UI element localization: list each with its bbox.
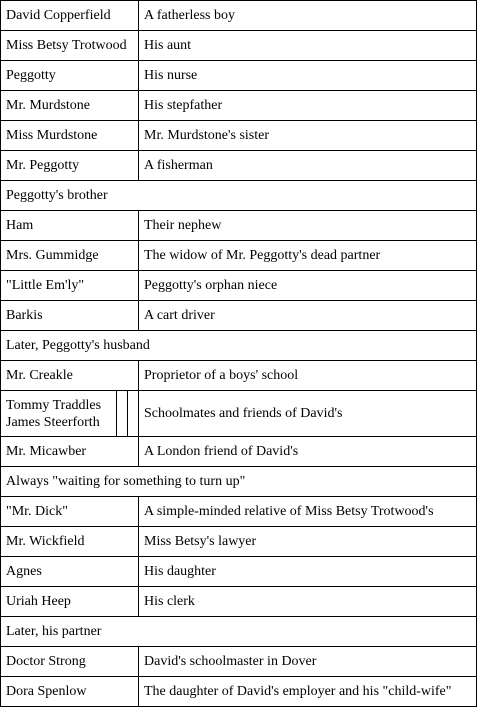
table-row <box>1 497 477 527</box>
table-row <box>1 31 477 61</box>
character-description: Peggotty's orphan niece <box>139 271 477 301</box>
character-name: "Little Em'ly" <box>1 271 139 301</box>
character-description: A fatherless boy <box>139 1 477 31</box>
table-row <box>1 437 477 467</box>
table-row-note <box>1 467 477 497</box>
table-row <box>1 527 477 557</box>
bracket-divider <box>116 391 127 436</box>
table-row <box>1 647 477 677</box>
character-name: Uriah Heep <box>1 587 139 617</box>
table-row <box>1 1 477 31</box>
character-name: Peggotty <box>1 61 139 91</box>
table-row <box>1 61 477 91</box>
table-row-note <box>1 331 477 361</box>
character-description: The widow of Mr. Peggotty's dead partner <box>139 241 477 271</box>
character-description: Their nephew <box>139 211 477 241</box>
table-row <box>1 241 477 271</box>
character-name: Miss Betsy Trotwood <box>1 31 139 61</box>
character-description: Miss Betsy's lawyer <box>139 527 477 557</box>
character-description: His daughter <box>139 557 477 587</box>
character-description: His stepfather <box>139 91 477 121</box>
table-row <box>1 91 477 121</box>
table-row <box>1 211 477 241</box>
character-description: His clerk <box>139 587 477 617</box>
character-name: James Steerforth <box>6 414 100 430</box>
table-row <box>1 151 477 181</box>
table-row <box>1 677 477 707</box>
note-cell: Always "waiting for something to turn up" <box>1 467 477 497</box>
character-description: Schoolmates and friends of David's <box>139 391 477 437</box>
note-cell: Later, his partner <box>1 617 477 647</box>
character-description: A London friend of David's <box>139 437 477 467</box>
character-name: Mr. Wickfield <box>1 527 139 557</box>
character-description: A fisherman <box>139 151 477 181</box>
table-row <box>1 557 477 587</box>
table-row <box>1 391 477 437</box>
character-description: The daughter of David's employer and his "child-wife" <box>139 677 477 707</box>
table-row <box>1 271 477 301</box>
character-name: Mr. Murdstone <box>1 91 139 121</box>
note-cell: Later, Peggotty's husband <box>1 331 477 361</box>
character-name-pair-cell <box>1 391 139 437</box>
character-description: A cart driver <box>139 301 477 331</box>
character-description: Mr. Murdstone's sister <box>139 121 477 151</box>
character-name: Mr. Micawber <box>1 437 139 467</box>
table-row <box>1 361 477 391</box>
table-row <box>1 587 477 617</box>
table-row <box>1 301 477 331</box>
character-description: David's schoolmaster in Dover <box>139 647 477 677</box>
character-name: Barkis <box>1 301 139 331</box>
character-name: Mr. Peggotty <box>1 151 139 181</box>
character-name: "Mr. Dick" <box>1 497 139 527</box>
character-name: Mr. Creakle <box>1 361 139 391</box>
character-description: His nurse <box>139 61 477 91</box>
character-name: Tommy Traddles <box>6 397 102 413</box>
character-name: Dora Spenlow <box>1 677 139 707</box>
character-name: Agnes <box>1 557 139 587</box>
character-name: Mrs. Gummidge <box>1 241 139 271</box>
character-name: Ham <box>1 211 139 241</box>
character-description: A simple-minded relative of Miss Betsy Trotwood's <box>139 497 477 527</box>
table-row <box>1 121 477 151</box>
bracket-divider <box>127 391 138 436</box>
character-description: Proprietor of a boys' school <box>139 361 477 391</box>
note-cell: Peggotty's brother <box>1 181 477 211</box>
table-row-note <box>1 617 477 647</box>
character-name: Doctor Strong <box>1 647 139 677</box>
character-name: Miss Murdstone <box>1 121 139 151</box>
character-description: His aunt <box>139 31 477 61</box>
character-name: David Copperfield <box>1 1 139 31</box>
table-row-note <box>1 181 477 211</box>
